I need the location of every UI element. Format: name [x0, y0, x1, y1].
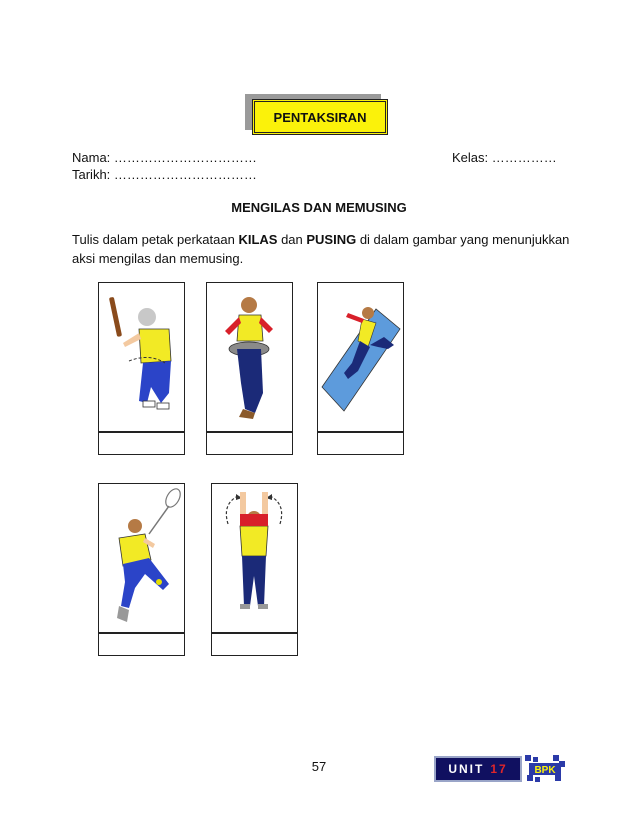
answer-box-5[interactable]	[211, 633, 298, 656]
bpk-logo	[523, 753, 567, 785]
unit-label: UNIT	[448, 762, 485, 776]
picture-card-4	[98, 483, 185, 633]
answer-box-3[interactable]	[317, 432, 404, 455]
bpk-logo-icon	[523, 753, 567, 785]
name-field[interactable]: Nama: ……………………………	[72, 150, 257, 165]
keyword-pusing: PUSING	[306, 232, 357, 247]
picture-card-2	[206, 282, 293, 432]
picture-card-3	[317, 282, 404, 432]
page-title: PENTAKSIRAN	[252, 99, 388, 135]
page-number: 57	[311, 759, 327, 774]
answer-box-1[interactable]	[98, 432, 185, 455]
batter-swing-figure-icon	[99, 283, 184, 431]
date-field[interactable]: Tarikh: ……………………………	[72, 167, 257, 182]
class-field[interactable]: Kelas: ……………	[452, 150, 557, 165]
instruction-text: Tulis dalam petak perkataan KILAS dan PUSING di dalam gambar yang menunjukkan aksi mengilas dan memusing.	[72, 232, 570, 266]
arms-up-turn-figure-icon	[212, 484, 297, 632]
unit-number: 17	[490, 762, 508, 776]
answer-box-2[interactable]	[206, 432, 293, 455]
picture-card-1	[98, 282, 185, 432]
racket-swing-figure-icon	[99, 484, 184, 632]
answer-box-4[interactable]	[98, 633, 185, 656]
svg-text:BPK: BPK	[534, 765, 556, 776]
hip-twist-figure-icon	[207, 283, 292, 431]
picture-card-5	[211, 483, 298, 633]
keyword-kilas: KILAS	[238, 232, 278, 247]
mat-kick-figure-icon	[318, 283, 403, 431]
section-heading: MENGILAS DAN MEMUSING	[231, 200, 407, 215]
unit-badge	[434, 756, 522, 782]
